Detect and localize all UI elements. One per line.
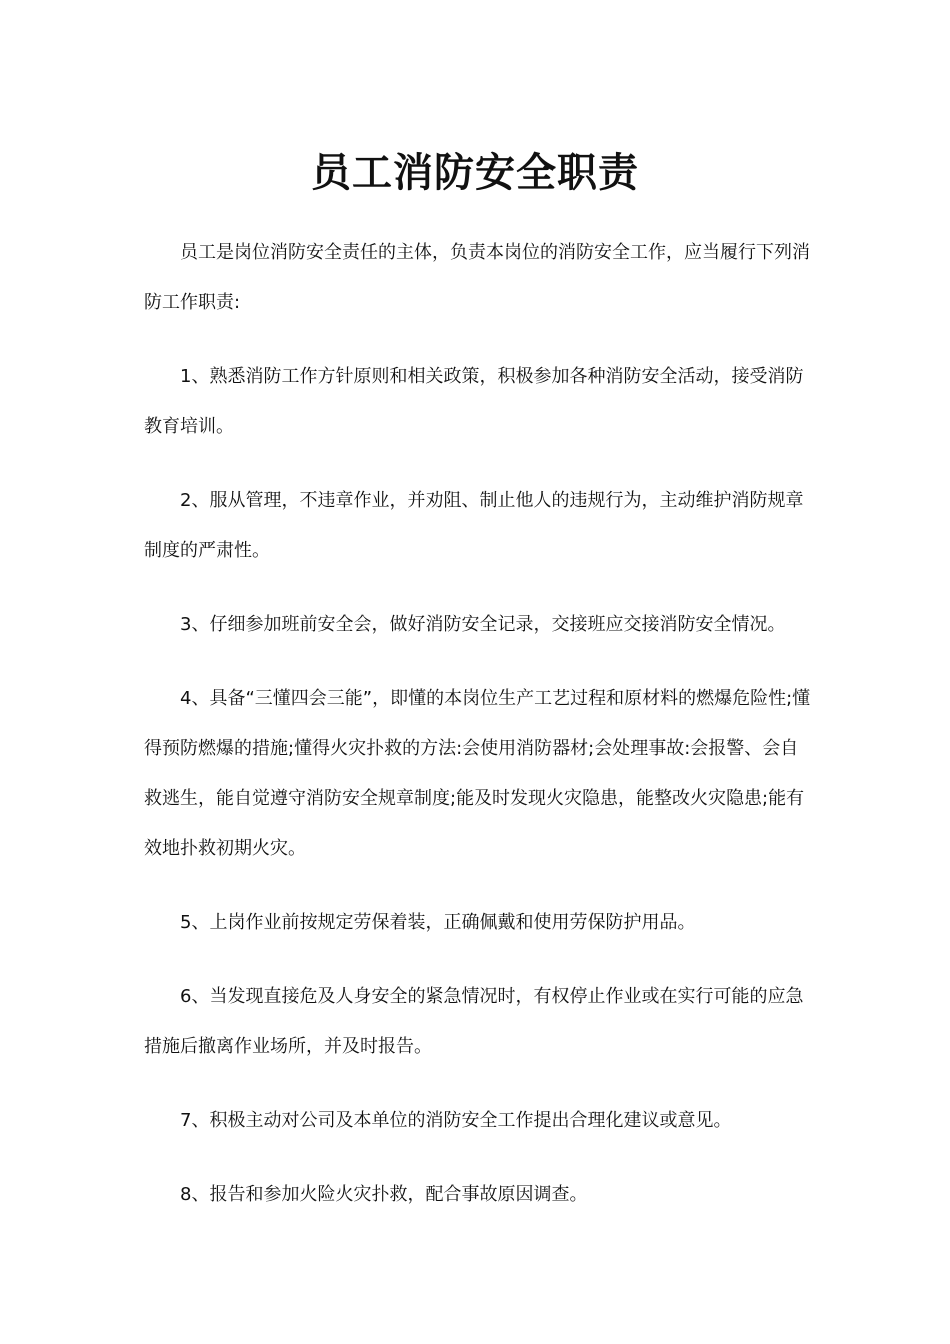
paragraph-intro: 员工是岗位消防安全责任的主体，负责本岗位的消防安全工作，应当履行下列消防工作职责: — [144, 242, 810, 313]
document-title: 员工消防安全职责 — [311, 150, 639, 196]
paragraph-item-7: 7、积极主动对公司及本单位的消防安全工作提出合理化建议或意见。 — [180, 1110, 732, 1131]
paragraph-item-3: 3、仔细参加班前安全会，做好消防安全记录，交接班应交接消防安全情况。 — [180, 614, 786, 635]
paragraph-item-6: 6、当发现直接危及人身安全的紧急情况时，有权停止作业或在实行可能的应急措施后撤离作业场所，并及时报告。 — [144, 986, 804, 1057]
paragraph-item-8: 8、报告和参加火险火灾扑救，配合事故原因调查。 — [180, 1184, 588, 1205]
document-body — [144, 228, 812, 1244]
paragraph-item-2: 2、服从管理，不违章作业，并劝阻、制止他人的违规行为，主动维护消防规章制度的严肃性。 — [144, 490, 804, 561]
paragraph-item-1: 1、熟悉消防工作方针原则和相关政策，积极参加各种消防安全活动，接受消防教育培训。 — [144, 366, 804, 437]
paragraph-item-4: 4、具备“三懂四会三能”，即懂的本岗位生产工艺过程和原材料的燃爆危险性;懂得预防燃爆的措施;懂得火灾扑救的方法:会使用消防器材;会处理事故:会报警、会自救逃生，能自觉遵守消防安全规章制度;能及时发现火灾隐患，能整改火灾隐患;能有效地扑救初期火灾。 — [144, 688, 811, 859]
paragraph-item-5: 5、上岗作业前按规定劳保着装，正确佩戴和使用劳保防护用品。 — [180, 912, 696, 933]
